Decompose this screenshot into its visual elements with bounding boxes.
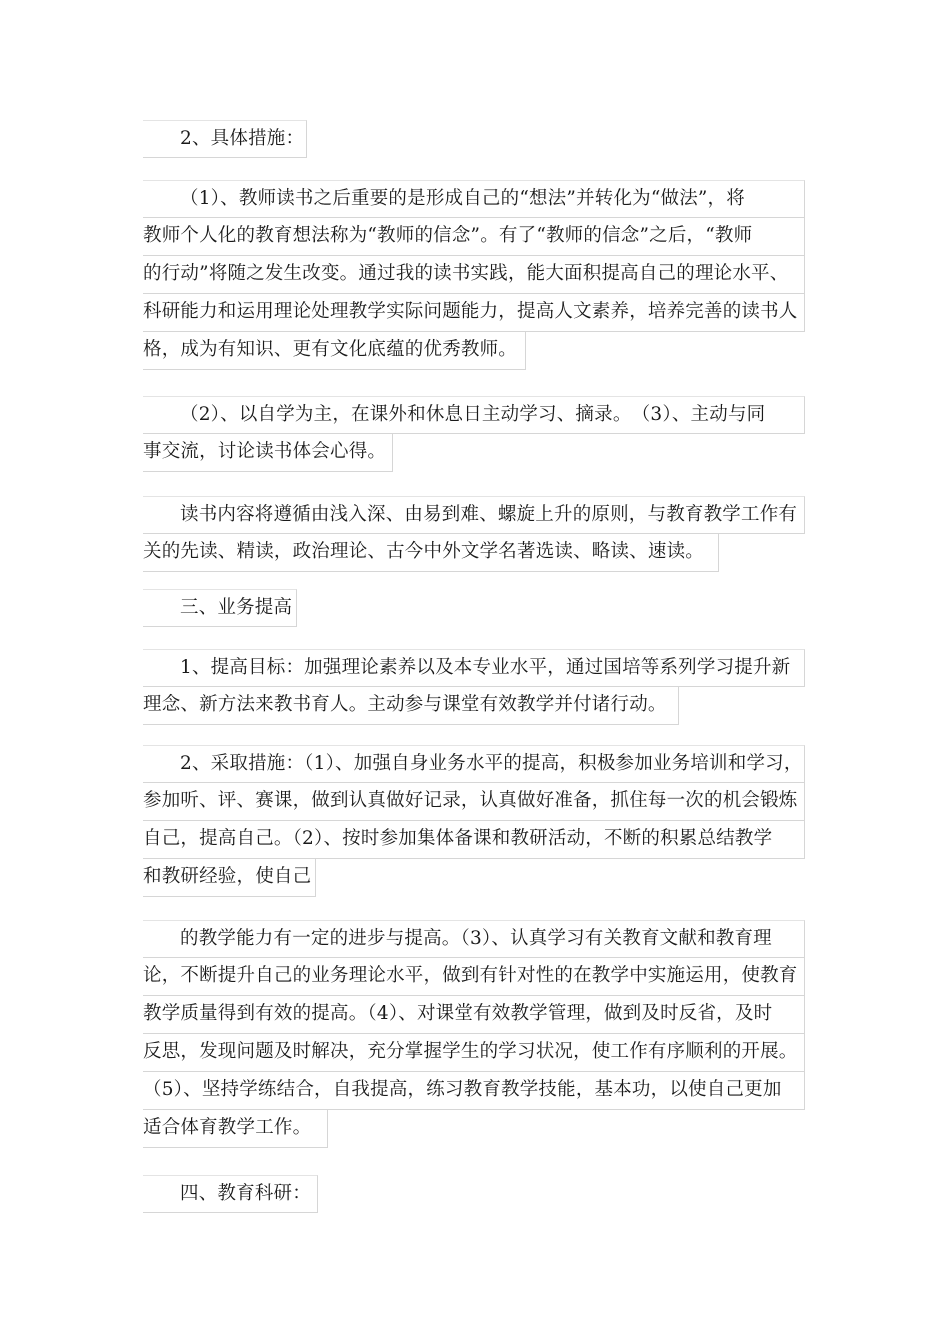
text-line: 2、采取措施：（1）、加强自身业务水平的提高，积极参加业务培训和学习， [143,745,805,783]
paragraph-teaching-ability [143,920,805,1148]
paragraph-measures-taken [143,745,805,897]
text-line: （2）、以自学为主，在课外和休息日主动学习、摘录。 （3）、主动与同 [143,396,805,434]
paragraph-teacher-reading [143,180,805,370]
text-line: 适合体育教学工作。 [143,1110,328,1148]
text-line: 教师个人化的教育想法称为“教师的信念”。有了“教师的信念”之后，“教师 [143,218,805,256]
text-line: 教学质量得到有效的提高。（4）、对课堂有效教学管理，做到及时反省，及时 [143,996,805,1034]
text-line: 三、业务提高 [143,589,297,627]
text-line: 的教学能力有一定的进步与提高。（3）、认真学习有关教育文献和教育理 [143,920,805,958]
text-line: 关的先读、精读，政治理论、古今中外文学名著选读、略读、速读。 [143,534,719,572]
text-line: 科研能力和运用理论处理教学实际问题能力，提高人文素养，培养完善的读书人 [143,294,805,332]
paragraph-heading-specific-measures [143,120,307,158]
text-line: 的行动”将随之发生改变。通过我的读书实践，能大面积提高自己的理论水平、 [143,256,805,294]
paragraph-reading-content [143,496,805,572]
text-line: 1、提高目标：加强理论素养以及本专业水平，通过国培等系列学习提升新 [143,649,805,687]
text-line: 理念、新方法来教书育人。主动参与课堂有效教学并付诸行动。 [143,687,679,725]
paragraph-heading-professional-improvement [143,589,297,627]
text-line: （1）、教师读书之后重要的是形成自己的“想法”并转化为“做法”，将 [143,180,805,218]
text-line: 事交流，讨论读书体会心得。 [143,434,393,472]
text-line: 和教研经验，使自己 [143,859,316,897]
text-line: 四、教育科研： [143,1175,318,1213]
paragraph-self-study [143,396,805,472]
text-line: 反思，发现问题及时解决，充分掌握学生的学习状况，使工作有序顺利的开展。 [143,1034,805,1072]
text-line: 读书内容将遵循由浅入深、由易到难、螺旋上升的原则，与教育教学工作有 [143,496,805,534]
paragraph-heading-education-research [143,1175,318,1213]
text-line: 参加听、评、赛课，做到认真做好记录，认真做好准备，抓住每一次的机会锻炼 [143,783,805,821]
text-line: 论，不断提升自己的业务理论水平，做到有针对性的在教学中实施运用，使教育 [143,958,805,996]
text-line: 格，成为有知识、更有文化底蕴的优秀教师。 [143,332,526,370]
text-line: （5）、坚持学练结合，自我提高，练习教育教学技能，基本功，以使自己更加 [143,1072,805,1110]
paragraph-improvement-goal [143,649,805,725]
text-line: 自己，提高自己。（2）、按时参加集体备课和教研活动，不断的积累总结教学 [143,821,805,859]
text-line: 2、具体措施： [143,120,307,158]
